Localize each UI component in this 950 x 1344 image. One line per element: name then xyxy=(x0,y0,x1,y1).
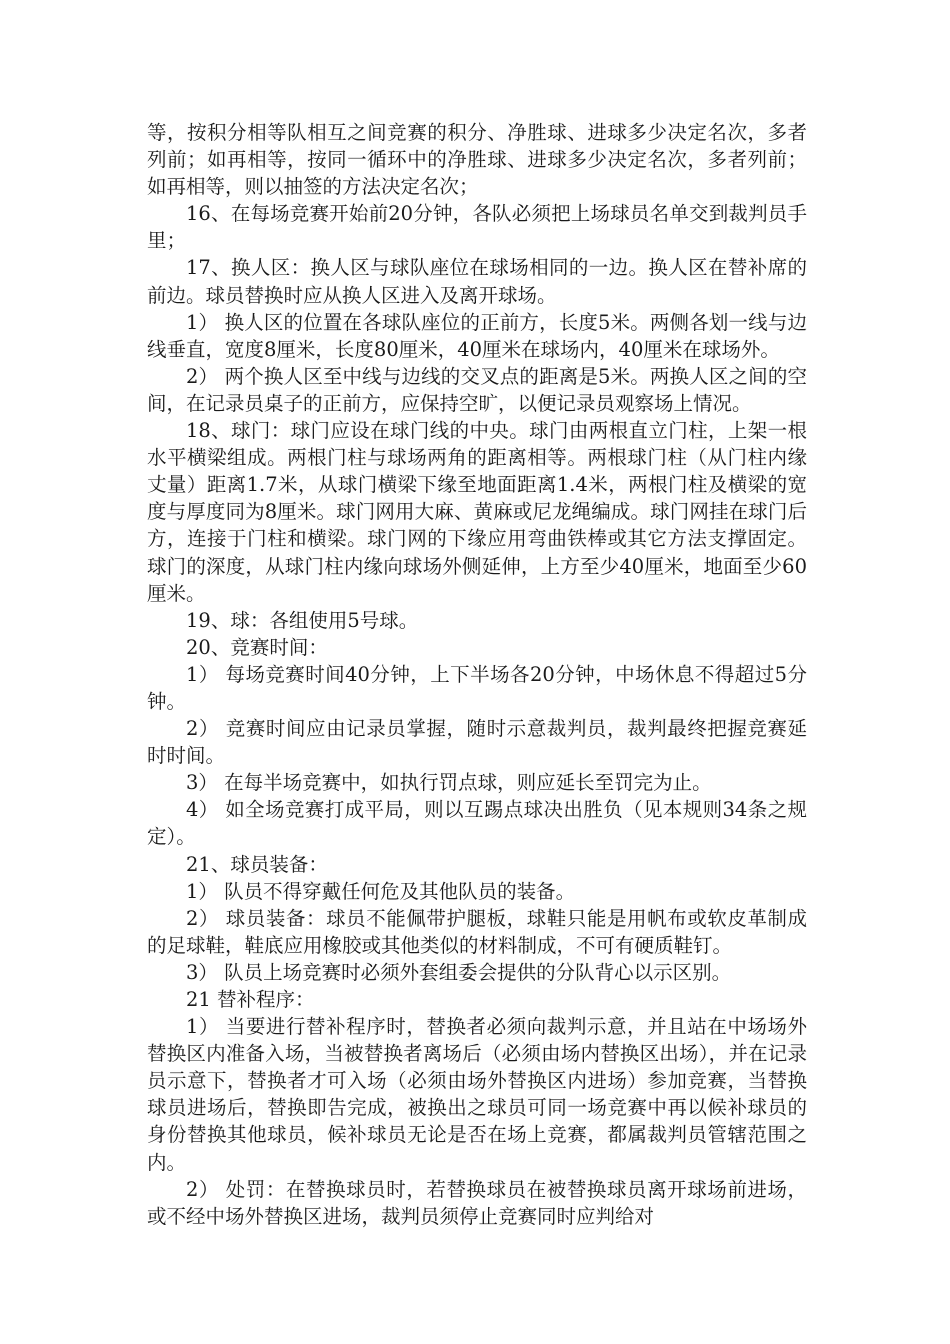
paragraph-rule-20-heading: 20、竞赛时间： xyxy=(186,635,328,659)
paragraph-rule-17-item-1: 1） 换人区的位置在各球队座位的正前方，长度5米。两侧各划一线与边线垂直，宽度8厘米，长度80厘米，40厘米在球场内，40厘米在球场外。 xyxy=(147,310,807,361)
paragraph-substitution-item-1: 1） 当要进行替补程序时，替换者必须向裁判示意，并且站在中场场外替换区内准备入场，当被替换者离场后（必须由场内替换区出场），并在记录员示意下，替换者才可入场（必须由场外替换区内进场）参加竞赛，当替换球员进场后，替换即告完成，被换出之球员可同一场竞赛中再以候补球员的身份替换其他球员，候补球员无论是否在场上竞赛，都属裁判员管辖范围之内。 xyxy=(147,1015,807,1174)
document-body xyxy=(147,119,807,1230)
paragraph-rule-17: 17、换人区：换人区与球队座位在球场相同的一边。换人区在替补席的前边。球员替换时应从换人区进入及离开球场。 xyxy=(147,256,807,307)
paragraph-rule-18: 18、球门：球门应设在球门线的中央。球门由两根直立门柱，上架一根水平横梁组成。两根门柱与球场两角的距离相等。两根球门柱（从门柱内缘丈量）距离1.7米，从球门横梁下缘至地面距离1.4米，两根门柱及横梁的宽度与厚度同为8厘米。球门网用大麻、黄麻或尼龙绳编成。球门网挂在球门后方，连接于门柱和横梁。球门网的下缘应用弯曲铁棒或其它方法支撑固定。 球门的深度，从球门柱内缘向球场外侧延伸，上方至少40厘米，地面至少60厘米。 xyxy=(147,419,807,605)
paragraph-ranking-continuation: 等，按积分相等队相互之间竞赛的积分、净胜球、进球多少决定名次，多者列前；如再相等，按同一循环中的净胜球、进球多少决定名次，多者列前； 如再相等，则以抽签的方法决定名次； xyxy=(147,121,807,199)
paragraph-rule-20-item-4: 4） 如全场竞赛打成平局，则以互踢点球决出胜负（见本规则34条之规定）。 xyxy=(147,798,807,849)
paragraph-rule-16: 16、在每场竞赛开始前20分钟，各队必须把上场球员名单交到裁判员手里； xyxy=(147,202,807,253)
paragraph-rule-21-item-1: 1） 队员不得穿戴任何危及其他队员的装备。 xyxy=(186,879,576,903)
paragraph-rule-19: 19、球：各组使用5号球。 xyxy=(186,608,419,632)
paragraph-rule-20-item-3: 3） 在每半场竞赛中，如执行罚点球，则应延长至罚完为止。 xyxy=(186,771,712,795)
paragraph-substitution-heading: 21 替补程序： xyxy=(186,988,315,1011)
paragraph-rule-21-heading: 21、球员装备： xyxy=(186,852,328,876)
paragraph-rule-17-item-2: 2） 两个换人区至中线与边线的交叉点的距离是5米。两换人区之间的空间，在记录员桌子的正前方，应保持空旷，以便记录员观察场上情况。 xyxy=(147,364,807,415)
paragraph-rule-21-item-2: 2） 球员装备：球员不能佩带护腿板，球鞋只能是用帆布或软皮革制成的足球鞋，鞋底应用橡胶或其他类似的材料制成，不可有硬质鞋钉。 xyxy=(147,906,807,957)
paragraph-rule-21-item-3: 3） 队员上场竞赛时必须外套组委会提供的分队背心以示区别。 xyxy=(186,960,732,984)
paragraph-rule-20-item-2: 2） 竞赛时间应由记录员掌握，随时示意裁判员，裁判最终把握竞赛延时时间。 xyxy=(147,717,807,768)
paragraph-rule-20-item-1: 1） 每场竞赛时间40分钟，上下半场各20分钟，中场休息不得超过5分钟。 xyxy=(147,662,807,713)
paragraph-substitution-item-2: 2） 处罚：在替换球员时，若替换球员在被替换球员离开球场前进场，或不经中场外替换区进场，裁判员须停止竞赛同时应判给对 xyxy=(147,1177,807,1228)
